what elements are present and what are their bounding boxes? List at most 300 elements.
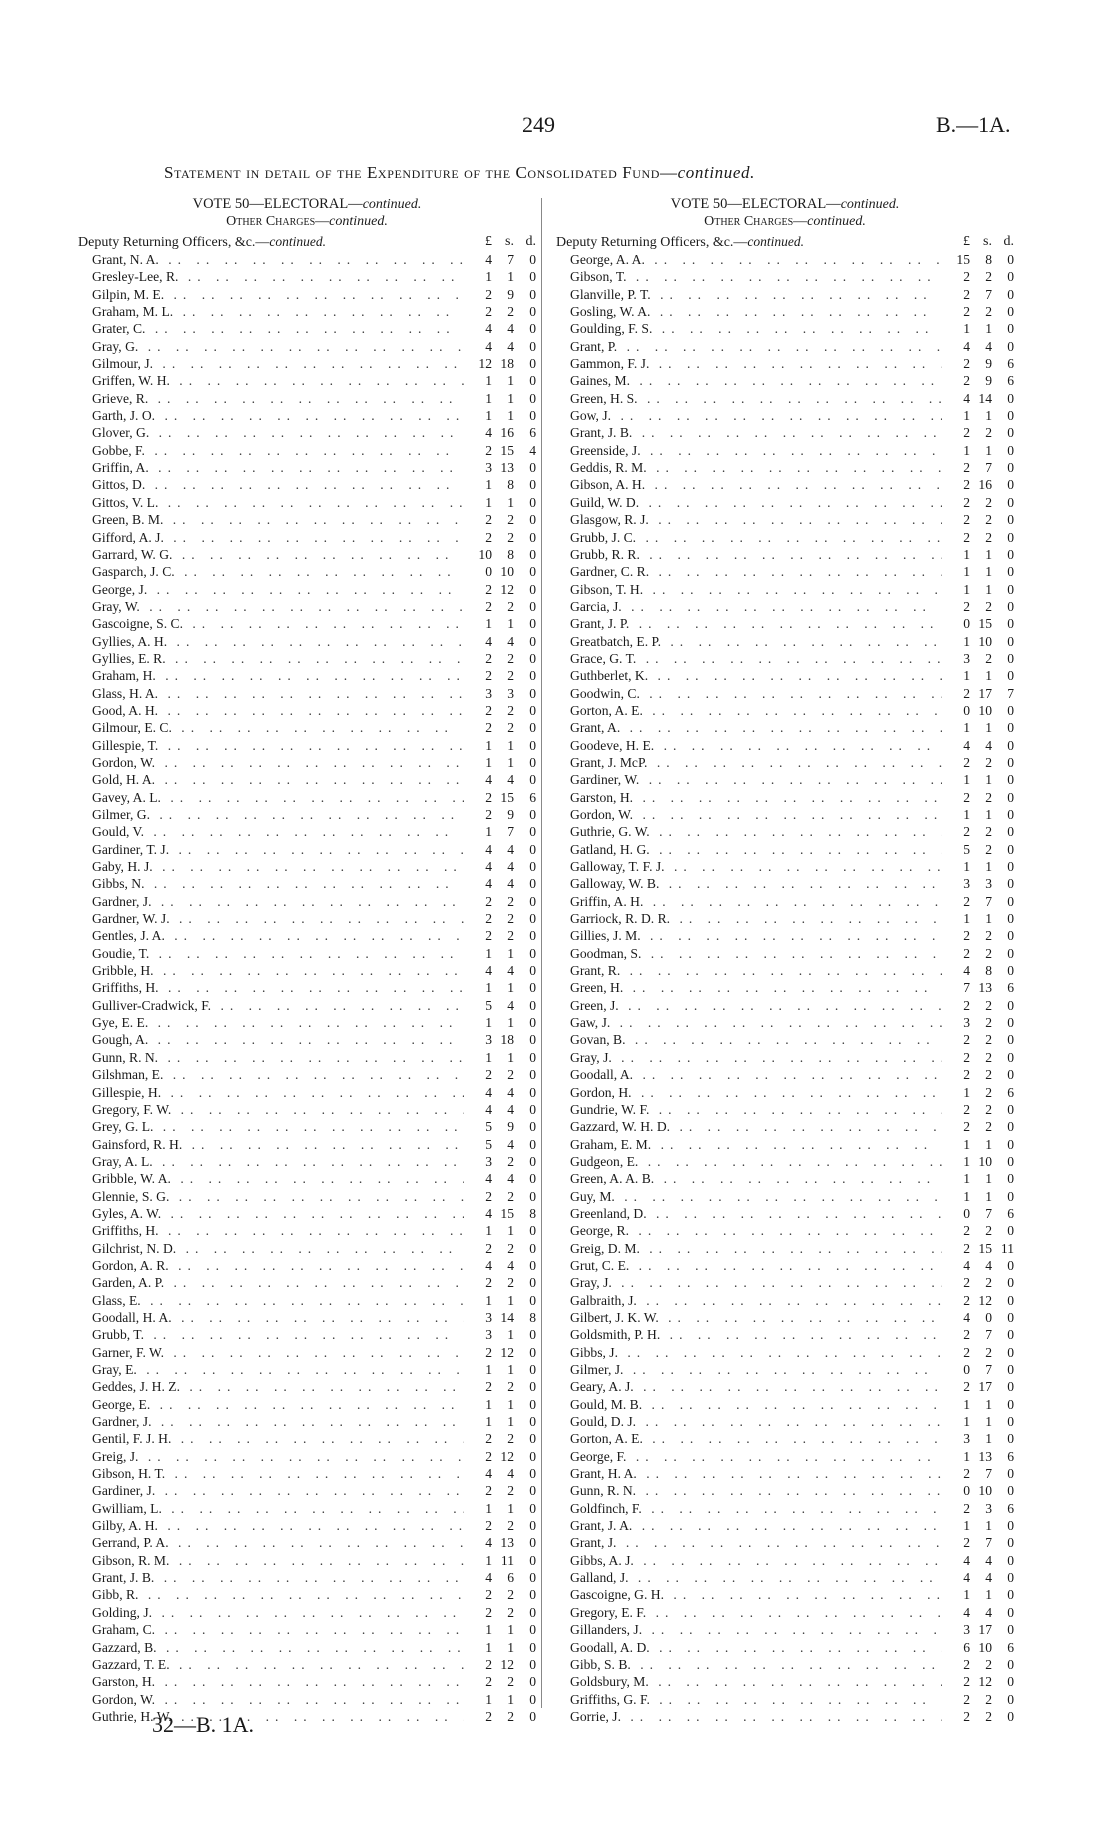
amount-pence: 0 xyxy=(1007,650,1014,666)
amount-pence: 0 xyxy=(1007,460,1014,476)
amount-shillings: 4 xyxy=(507,1257,514,1273)
payee-name: Griffiths, G. F. .. .. xyxy=(556,1691,942,1708)
table-row xyxy=(556,893,1014,910)
payee-name: Glover, G. .. .. xyxy=(78,424,464,441)
table-row xyxy=(556,251,1014,268)
amount-shillings: 2 xyxy=(507,1240,514,1256)
amount-shillings: 1 xyxy=(507,1223,514,1239)
amount-pence: 6 xyxy=(1007,1639,1014,1655)
table-row xyxy=(556,979,1014,996)
table-row xyxy=(556,338,1014,355)
table-row xyxy=(78,737,536,754)
amount-pence: 0 xyxy=(529,1466,536,1482)
amount-pounds: 1 xyxy=(963,564,970,580)
payee-name: Gerrand, P. A. .. .. xyxy=(78,1534,464,1551)
table-row xyxy=(556,546,1014,563)
amount-shillings: 14 xyxy=(500,1309,514,1325)
table-row xyxy=(78,1066,536,1083)
amount-shillings: 1 xyxy=(507,269,514,285)
table-row xyxy=(556,806,1014,823)
payee-name: Goodwin, C. .. .. xyxy=(556,685,942,702)
amount-shillings: 1 xyxy=(985,807,992,822)
amount-pounds: 2 xyxy=(963,529,970,545)
amount-pounds: 4 xyxy=(485,841,492,857)
table-row xyxy=(556,303,1014,320)
amount-pounds: 4 xyxy=(485,1171,492,1187)
amount-pence: 0 xyxy=(1007,1622,1014,1638)
amount-pence: 0 xyxy=(529,859,536,875)
amount-shillings: 1 xyxy=(507,373,514,389)
statement-title-text: Statement in detail of the Expenditure of the Consolidated Fund— xyxy=(164,163,678,182)
amount-shillings: 15 xyxy=(500,1205,514,1221)
payee-name: Gunn, R. N. .. .. xyxy=(78,1049,464,1066)
table-row xyxy=(556,1430,1014,1447)
table-row xyxy=(78,355,536,372)
section-label-text: Deputy Returning Officers, &c.— xyxy=(78,235,270,250)
amount-pounds: 4 xyxy=(485,1101,492,1117)
table-row xyxy=(78,1534,536,1551)
amount-shillings: 4 xyxy=(507,859,514,875)
table-row xyxy=(78,407,536,424)
payee-name: Galloway, W. B. .. .. xyxy=(556,875,942,892)
payee-name: Gatland, H. G. .. .. xyxy=(556,841,942,858)
amount-pence: 0 xyxy=(529,529,536,545)
payee-name: Garth, J. O. .. .. xyxy=(78,407,464,424)
amount-shillings: 4 xyxy=(507,963,514,979)
pounds-header: £ xyxy=(963,234,970,249)
payee-name: Gardiner, T. J. .. .. xyxy=(78,841,464,858)
payee-name: Gittos, V. L. .. .. xyxy=(78,494,464,511)
expenditure-list xyxy=(556,251,1014,1725)
table-row xyxy=(78,1031,536,1048)
payee-name: Gray, A. L. .. .. xyxy=(78,1153,464,1170)
payee-name: Gregory, E. F. .. .. xyxy=(556,1604,942,1621)
table-row xyxy=(78,945,536,962)
amount-pence: 0 xyxy=(1007,668,1014,684)
payee-name: Guthrie, G. W. .. .. xyxy=(556,823,942,840)
payee-name: Gough, A. .. .. xyxy=(78,1031,464,1048)
amount-pounds: 2 xyxy=(963,1379,970,1395)
payee-name: Gardner, C. R. .. .. xyxy=(556,563,942,580)
amount-pence: 0 xyxy=(1007,702,1014,718)
amount-pounds: 4 xyxy=(963,737,970,753)
amount-pence: 6 xyxy=(1007,356,1014,372)
amount-pounds: 4 xyxy=(963,1309,970,1325)
amount-pence: 6 xyxy=(1007,1448,1014,1464)
amount-pence: 0 xyxy=(529,702,536,718)
amount-pounds: 2 xyxy=(963,1535,970,1551)
amount-shillings: 13 xyxy=(500,460,514,476)
table-row xyxy=(78,1153,536,1170)
amount-pence: 0 xyxy=(1007,789,1014,805)
table-row xyxy=(78,1292,536,1309)
amount-shillings: 2 xyxy=(985,1084,992,1100)
amount-shillings: 2 xyxy=(985,529,992,545)
amount-pounds: 1 xyxy=(485,1622,492,1638)
payee-name: Gilpin, M. E. .. .. xyxy=(78,286,464,303)
amount-pence: 0 xyxy=(1007,1396,1014,1412)
amount-pounds: 2 xyxy=(963,1275,970,1291)
amount-shillings: 1 xyxy=(507,1622,514,1638)
amount-pounds: 5 xyxy=(963,841,970,857)
table-row xyxy=(78,1586,536,1603)
table-row xyxy=(78,1500,536,1517)
amount-shillings: 1 xyxy=(985,1396,992,1412)
amount-shillings: 7 xyxy=(985,893,992,909)
payee-name: Gregory, F. W. .. .. xyxy=(78,1101,464,1118)
column-divider xyxy=(541,198,542,1708)
amount-pounds: 3 xyxy=(485,1309,492,1325)
amount-pounds: 4 xyxy=(485,1570,492,1586)
amount-pounds: 1 xyxy=(963,1587,970,1603)
payee-name: Grubb, R. R. .. .. xyxy=(556,546,942,563)
amount-shillings: 7 xyxy=(985,286,992,302)
amount-pence: 0 xyxy=(1007,494,1014,510)
amount-shillings: 2 xyxy=(507,1587,514,1603)
table-row xyxy=(78,1309,536,1326)
amount-pence: 0 xyxy=(529,980,536,996)
amount-pounds: 4 xyxy=(485,1205,492,1221)
amount-pence: 0 xyxy=(529,1119,536,1135)
amount-pence: 0 xyxy=(1007,321,1014,337)
table-row xyxy=(556,1101,1014,1118)
amount-shillings: 4 xyxy=(507,841,514,857)
amount-shillings: 2 xyxy=(507,598,514,614)
amount-pounds: 2 xyxy=(963,1049,970,1065)
amount-shillings: 4 xyxy=(507,321,514,337)
amount-shillings: 2 xyxy=(507,911,514,927)
amount-shillings: 4 xyxy=(507,633,514,649)
table-row xyxy=(78,1084,536,1101)
payee-name: Guthrie, H. W. .. .. xyxy=(78,1708,464,1725)
amount-pence: 0 xyxy=(529,356,536,372)
payee-name: Gudgeon, E. .. .. xyxy=(556,1153,942,1170)
amount-pounds: 4 xyxy=(485,1466,492,1482)
table-row xyxy=(78,529,536,546)
left-column xyxy=(78,196,536,1725)
table-row xyxy=(78,1396,536,1413)
amount-shillings: 7 xyxy=(985,1327,992,1343)
amount-pence: 0 xyxy=(529,1292,536,1308)
payee-name: Goodall, A. .. .. xyxy=(556,1066,942,1083)
amount-shillings: 8 xyxy=(507,546,514,562)
table-row xyxy=(556,771,1014,788)
amount-pence: 0 xyxy=(529,1257,536,1273)
amount-pence: 0 xyxy=(1007,1570,1014,1586)
payee-name: Gorton, A. E. .. .. xyxy=(556,702,942,719)
table-row xyxy=(78,841,536,858)
payee-name: Good, A. H. .. .. xyxy=(78,702,464,719)
amount-pounds: 2 xyxy=(963,754,970,770)
payee-name: Gray, G. .. .. xyxy=(78,338,464,355)
table-row xyxy=(78,979,536,996)
amount-pounds: 2 xyxy=(485,512,492,528)
amount-shillings: 9 xyxy=(507,807,514,822)
amount-pounds: 2 xyxy=(963,1500,970,1516)
amount-shillings: 12 xyxy=(500,1448,514,1464)
payee-name: Glanville, P. T. .. .. xyxy=(556,286,942,303)
amount-pence: 0 xyxy=(1007,442,1014,458)
payee-name: Gundrie, W. F. .. .. xyxy=(556,1101,942,1118)
amount-pounds: 5 xyxy=(485,1136,492,1152)
payee-name: Gazzard, B. .. .. xyxy=(78,1639,464,1656)
payee-name: Grant, A. .. .. xyxy=(556,719,942,736)
amount-pounds: 4 xyxy=(963,390,970,406)
amount-pounds: 1 xyxy=(485,390,492,406)
amount-shillings: 8 xyxy=(507,477,514,493)
payee-name: Gorton, A. E. .. .. xyxy=(556,1430,942,1447)
amount-pounds: 1 xyxy=(963,1188,970,1204)
payee-name: Greig, D. M. .. .. xyxy=(556,1240,942,1257)
table-row xyxy=(556,875,1014,892)
payee-name: Gentles, J. A. .. .. xyxy=(78,927,464,944)
table-row xyxy=(78,286,536,303)
table-row xyxy=(556,1014,1014,1031)
payee-name: Grieve, R. .. .. xyxy=(78,390,464,407)
amount-pounds: 4 xyxy=(963,963,970,979)
amount-pounds: 2 xyxy=(963,893,970,909)
amount-pounds: 0 xyxy=(963,1483,970,1499)
amount-shillings: 2 xyxy=(507,1518,514,1534)
table-row xyxy=(556,1639,1014,1656)
amount-pounds: 2 xyxy=(485,598,492,614)
payee-name: Garston, H. .. .. xyxy=(78,1673,464,1690)
amount-shillings: 1 xyxy=(985,581,992,597)
payee-name: Gilmour, J. .. .. xyxy=(78,355,464,372)
payee-name: Grant, J. B. .. .. xyxy=(556,424,942,441)
payee-name: Gordon, W. .. .. xyxy=(78,1691,464,1708)
payee-name: Gardner, J. .. .. xyxy=(78,893,464,910)
table-header xyxy=(78,233,536,250)
amount-shillings: 1 xyxy=(985,1414,992,1430)
amount-pounds: 2 xyxy=(963,1674,970,1690)
table-row xyxy=(556,1118,1014,1135)
amount-pence: 6 xyxy=(529,425,536,441)
amount-shillings: 7 xyxy=(507,824,514,840)
amount-pence: 0 xyxy=(1007,1604,1014,1620)
amount-pence: 0 xyxy=(529,1275,536,1291)
table-row xyxy=(556,1136,1014,1153)
amount-pence: 0 xyxy=(1007,1414,1014,1430)
amount-pence: 0 xyxy=(529,911,536,927)
amount-pence: 0 xyxy=(1007,1223,1014,1239)
amount-pounds: 2 xyxy=(963,1344,970,1360)
vote-title-continued: continued. xyxy=(362,197,422,212)
amount-shillings: 2 xyxy=(507,1483,514,1499)
table-row xyxy=(556,1205,1014,1222)
payee-name: Gilmour, E. C. .. .. xyxy=(78,719,464,736)
amount-pence: 0 xyxy=(1007,1101,1014,1117)
amount-pounds: 4 xyxy=(485,859,492,875)
payee-name: Gibson, T. .. .. xyxy=(556,268,942,285)
table-row xyxy=(78,789,536,806)
amount-pounds: 4 xyxy=(485,252,492,267)
amount-pence: 0 xyxy=(1007,598,1014,614)
amount-shillings: 0 xyxy=(985,1309,992,1325)
payee-name: Gilchrist, N. D. .. .. xyxy=(78,1240,464,1257)
amount-pence: 0 xyxy=(529,616,536,632)
payee-name: Gasparch, J. C. .. .. xyxy=(78,563,464,580)
payee-name: Gould, M. B. .. .. xyxy=(556,1396,942,1413)
table-row xyxy=(78,320,536,337)
amount-pounds: 2 xyxy=(963,512,970,528)
amount-pence: 0 xyxy=(529,1049,536,1065)
amount-pounds: 2 xyxy=(485,1379,492,1395)
amount-pounds: 4 xyxy=(485,633,492,649)
table-row xyxy=(78,702,536,719)
table-row xyxy=(78,1118,536,1135)
amount-shillings: 4 xyxy=(985,338,992,354)
amount-pence: 0 xyxy=(1007,1552,1014,1568)
table-row xyxy=(78,372,536,389)
table-row xyxy=(78,1621,536,1638)
amount-pounds: 2 xyxy=(485,1188,492,1204)
amount-pounds: 1 xyxy=(963,321,970,337)
amount-pounds: 2 xyxy=(963,1119,970,1135)
payee-name: Graham, E. M. .. .. xyxy=(556,1136,942,1153)
amount-pence: 0 xyxy=(1007,1483,1014,1499)
amount-shillings: 9 xyxy=(985,356,992,372)
payee-name: Galland, J. .. .. xyxy=(556,1569,942,1586)
amount-shillings: 2 xyxy=(507,928,514,944)
payee-name: Gibbs, A. J. .. .. xyxy=(556,1552,942,1569)
amount-pounds: 4 xyxy=(485,425,492,441)
table-row xyxy=(78,1049,536,1066)
payee-name: Grant, N. A. .. .. xyxy=(78,251,464,268)
table-row xyxy=(556,494,1014,511)
amount-pence: 0 xyxy=(1007,1153,1014,1169)
amount-pence: 0 xyxy=(1007,1275,1014,1291)
amount-pounds: 1 xyxy=(485,1639,492,1655)
amount-shillings: 1 xyxy=(985,772,992,788)
amount-pence: 6 xyxy=(1007,1084,1014,1100)
amount-shillings: 1 xyxy=(985,911,992,927)
table-row xyxy=(556,1309,1014,1326)
table-row xyxy=(78,806,536,823)
amount-shillings: 4 xyxy=(507,1084,514,1100)
payee-name: Golding, J. .. .. xyxy=(78,1604,464,1621)
payee-name: Grubb, J. C. .. .. xyxy=(556,529,942,546)
amount-shillings: 18 xyxy=(500,1032,514,1048)
amount-pence: 0 xyxy=(1007,633,1014,649)
amount-pounds: 1 xyxy=(963,581,970,597)
amount-shillings: 4 xyxy=(507,1136,514,1152)
amount-shillings: 17 xyxy=(978,1379,992,1395)
amount-pounds: 0 xyxy=(963,1362,970,1377)
amount-shillings: 2 xyxy=(985,1275,992,1291)
amount-pence: 0 xyxy=(1007,529,1014,545)
table-row xyxy=(556,1448,1014,1465)
amount-pence: 0 xyxy=(529,373,536,389)
amount-shillings: 4 xyxy=(507,1171,514,1187)
amount-pence: 0 xyxy=(1007,1327,1014,1343)
amount-shillings: 4 xyxy=(985,1257,992,1273)
payee-name: Gordon, W. .. .. xyxy=(78,754,464,771)
amount-shillings: 2 xyxy=(985,650,992,666)
table-row xyxy=(556,1604,1014,1621)
amount-shillings: 2 xyxy=(507,529,514,545)
amount-pence: 0 xyxy=(1007,772,1014,788)
amount-shillings: 1 xyxy=(507,1639,514,1655)
table-row xyxy=(78,1413,536,1430)
payee-name: Gray, J. .. .. xyxy=(556,1274,942,1291)
amount-shillings: 2 xyxy=(985,1032,992,1048)
table-row xyxy=(556,407,1014,424)
amount-pence: 0 xyxy=(529,1570,536,1586)
table-row xyxy=(556,962,1014,979)
table-row xyxy=(78,667,536,684)
amount-pounds: 1 xyxy=(963,633,970,649)
amount-pounds: 1 xyxy=(485,1049,492,1065)
vote-title xyxy=(78,196,536,213)
table-row xyxy=(556,459,1014,476)
amount-pence: 0 xyxy=(529,286,536,302)
amount-pence: 0 xyxy=(529,720,536,736)
amount-pence: 0 xyxy=(529,1362,536,1377)
payee-name: Gazzard, T. E. .. .. xyxy=(78,1656,464,1673)
amount-pounds: 1 xyxy=(963,911,970,927)
amount-pounds: 1 xyxy=(485,1362,492,1377)
amount-pounds: 1 xyxy=(485,737,492,753)
table-row xyxy=(556,1361,1014,1378)
amount-pence: 0 xyxy=(529,546,536,562)
amount-pounds: 1 xyxy=(485,1500,492,1516)
amount-pounds: 2 xyxy=(485,286,492,302)
amount-pounds: 1 xyxy=(963,546,970,562)
amount-pence: 0 xyxy=(1007,408,1014,424)
amount-pence: 0 xyxy=(529,650,536,666)
amount-pounds: 5 xyxy=(485,1119,492,1135)
amount-pence: 0 xyxy=(529,1101,536,1117)
amount-pence: 0 xyxy=(1007,477,1014,493)
table-row xyxy=(556,997,1014,1014)
amount-shillings: 7 xyxy=(985,1362,992,1377)
amount-shillings: 9 xyxy=(507,1119,514,1135)
amount-pounds: 3 xyxy=(963,1015,970,1031)
amount-shillings: 15 xyxy=(978,616,992,632)
amount-pence: 0 xyxy=(1007,928,1014,944)
page-number: 249 xyxy=(522,112,555,137)
table-row xyxy=(78,650,536,667)
amount-pence: 0 xyxy=(1007,1379,1014,1395)
amount-pounds: 2 xyxy=(963,685,970,701)
payee-name: Gyllies, E. R. .. .. xyxy=(78,650,464,667)
amount-pence: 0 xyxy=(529,807,536,822)
payee-name: Garston, H. .. .. xyxy=(556,789,942,806)
payee-name: Goulding, F. S. .. .. xyxy=(556,320,942,337)
amount-shillings: 1 xyxy=(985,408,992,424)
payee-name: Gifford, A. J. .. .. xyxy=(78,529,464,546)
amount-pence: 0 xyxy=(529,581,536,597)
amount-pence: 0 xyxy=(529,1153,536,1169)
payee-name: Grant, J. McP. .. .. xyxy=(556,754,942,771)
payee-name: Goudie, T. .. .. xyxy=(78,945,464,962)
amount-shillings: 12 xyxy=(500,1656,514,1672)
amount-pounds: 2 xyxy=(963,477,970,493)
section-label-text: Deputy Returning Officers, &c.— xyxy=(556,235,748,250)
amount-pence: 0 xyxy=(529,1552,536,1568)
amount-shillings: 10 xyxy=(978,633,992,649)
payee-name: Gyllies, A. H. .. .. xyxy=(78,633,464,650)
amount-shillings: 1 xyxy=(985,442,992,458)
amount-pence: 0 xyxy=(529,1240,536,1256)
amount-pence: 0 xyxy=(529,1188,536,1204)
table-row xyxy=(78,927,536,944)
payee-name: Gardiner, W. .. .. xyxy=(556,771,942,788)
amount-shillings: 1 xyxy=(985,668,992,684)
amount-pence: 0 xyxy=(529,772,536,788)
amount-pounds: 1 xyxy=(485,477,492,493)
